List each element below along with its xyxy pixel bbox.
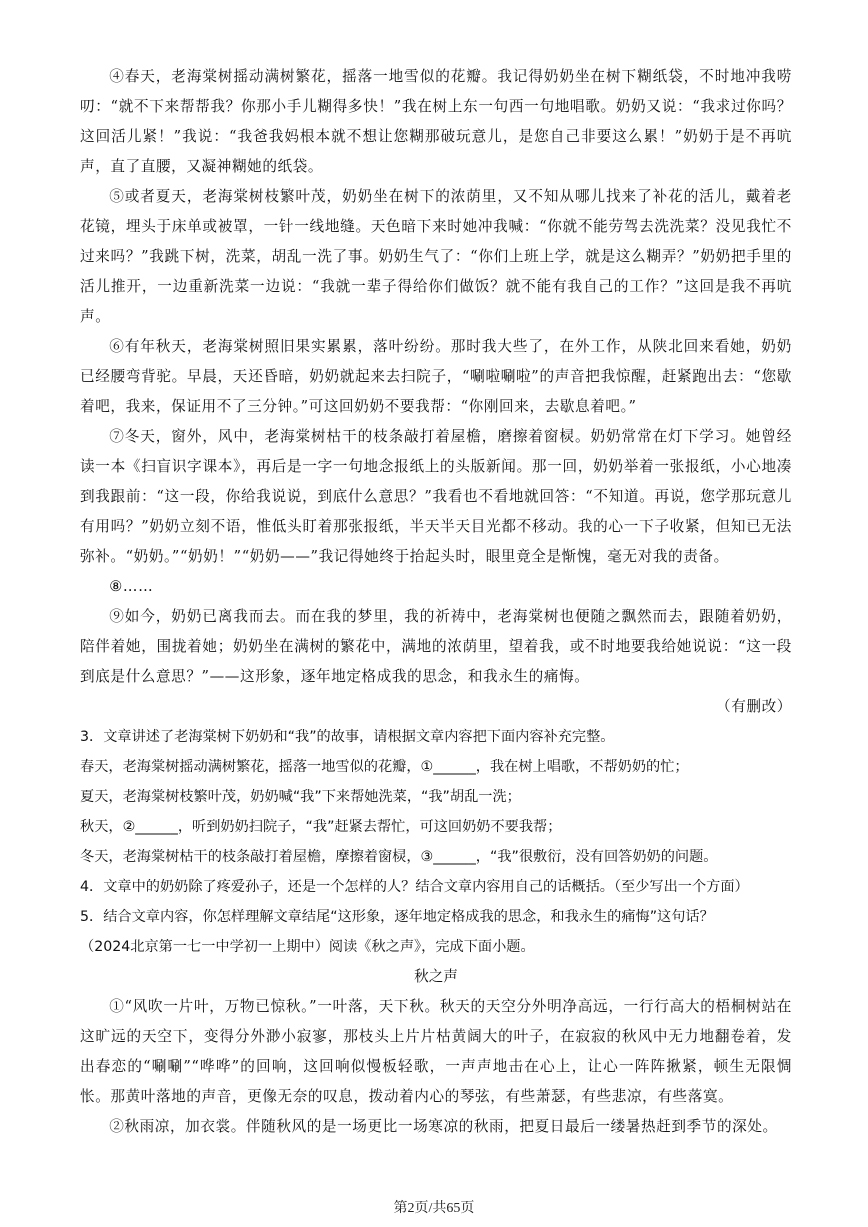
passage-title: 秋之声 bbox=[414, 968, 458, 985]
question-5: 5．结合文章内容，你怎样理解文章结尾“这形象，逐年地定格成我的思念，和我永生的痛悔”这句话？ bbox=[80, 909, 714, 925]
reading-intro: （2024北京第一七一中学初一上期中）阅读《秋之声》，完成下面小题。 bbox=[80, 939, 535, 955]
paragraph-7: ⑦冬天，窗外，风中，老海棠树枯干的枝条敲打着屋檐，磨擦着窗棂。奶奶常常在灯下学习。她曾经读一本《扫盲识字课本》，再后是一字一句地念报纸上的头版新闻。那一回，奶奶举着一张报纸，小心地凑到我跟前：“这一段，你给我说说，到底什么意思？”我看也不看地就回答：“不知道。再说，您学那玩意儿有用吗？”奶奶立刻不语，惟低头盯着那张报纸，半天半天目光都不移动。我的心一下子收紧，但知已无法弥补。“奶奶。”“奶奶！”“奶奶——”我记得她终于抬起头时，眼里竟全是惭愧，毫无对我的责备。 bbox=[80, 428, 792, 565]
paragraph-6: ⑥有年秋天，老海棠树照旧果实累累，落叶纷纷。那时我大些了，在外工作，从陕北回来看她，奶奶已经腰弯背驼。早晨，天还昏暗，奶奶就起来去扫院子，“唰啦唰啦”的声音把我惊醒，赶紧跑出去：“您歇着吧，我来，保证用不了三分钟。”可这回奶奶不要我帮：“你刚回来，去歇息着吧。” bbox=[80, 338, 792, 415]
passage2-paragraph-2: ②秋雨凉，加衣裳。伴随秋风的是一场更比一场寒凉的秋雨，把夏日最后一缕暑热赶到季节的深处。 bbox=[109, 1118, 778, 1135]
question-3: 3．文章讲述了老海棠树下奶奶和“我”的故事，请根据文章内容把下面内容补充完整。 bbox=[80, 729, 615, 745]
paragraph-8: ⑧…… bbox=[109, 578, 154, 595]
document-page bbox=[80, 62, 792, 1142]
question-4: 4．文章中的奶奶除了疼爱孙子，还是一个怎样的人？结合文章内容用自己的话概括。（至少写出一个方面） bbox=[80, 879, 749, 895]
question-3-autumn: 秋天，②______，听到奶奶扫院子，“我”赶紧去帮忙，可这回奶奶不要我帮； bbox=[80, 819, 562, 835]
paragraph-5: ⑤或者夏天，老海棠树枝繁叶茂，奶奶坐在树下的浓荫里，又不知从哪儿找来了补花的活儿，戴着老花镜，埋头于床单或被罩，一针一线地缝。天色暗下来时她冲我喊：“你就不能劳驾去洗洗菜？没见我忙不过来吗？”我跳下树，洗菜，胡乱一洗了事。奶奶生气了：“你们上班上学，就是这么糊弄？”奶奶把手里的活儿推开，一边重新洗菜一边说：“我就一辈子得给你们做饭？就不能有我自己的工作？”这回是我不再吭声。 bbox=[80, 188, 792, 325]
question-3-spring: 春天，老海棠树摇动满树繁花，摇落一地雪似的花瓣，①______，我在树上唱歌，不帮奶奶的忙； bbox=[80, 759, 689, 775]
page-footer: 第2页/共65页 bbox=[393, 1201, 475, 1216]
question-3-winter: 冬天，老海棠树枯干的枝条敲打着屋檐，摩擦着窗棂，③______，“我”很敷衍，没有回答奶奶的问题。 bbox=[80, 849, 718, 865]
passage2-paragraph-1: ①“风吹一片叶，万物已惊秋。”一叶落，天下秋。秋天的天空分外明净高远，一行行高大的梧桐树站在这旷远的天空下，变得分外渺小寂寥，那枝头上片片枯黄阔大的叶子，在寂寂的秋风中无力地翻卷着，发出春恋的“唰唰”“哗哗”的回响，这回响似慢板轻歌，一声声地击在心上，让心一阵阵揪紧，顿生无限惆怅。那黄叶落地的声音，更像无奈的叹息，拨动着内心的琴弦，有些萧瑟，有些悲凉，有些落寞。 bbox=[80, 998, 792, 1105]
question-3-summer: 夏天，老海棠树枝繁叶茂，奶奶喊“我”下来帮她洗菜，“我”胡乱一洗； bbox=[80, 789, 521, 805]
paragraph-4: ④春天，老海棠树摇动满树繁花，摇落一地雪似的花瓣。我记得奶奶坐在树下糊纸袋，不时地冲我唠叨：“就不下来帮帮我？你那小手儿糊得多快！”我在树上东一句西一句地唱歌。奶奶又说：“我求过你吗？这回活儿紧！”我说：“我爸我妈根本就不想让您糊那破玩意儿，是您自己非要这么累！”奶奶于是不再吭声，直了直腰，又凝神糊她的纸袋。 bbox=[80, 68, 792, 175]
paragraph-9: ⑨如今，奶奶已离我而去。而在我的梦里，我的祈祷中，老海棠树也便随之飘然而去，跟随着奶奶，陪伴着她，围拢着她；奶奶坐在满树的繁花中，满地的浓荫里，望着我，或不时地要我给她说说：“这一段到底是什么意思？”——这形象，逐年地定格成我的思念，和我永生的痛悔。 bbox=[80, 608, 792, 685]
source-note: （有删改） bbox=[716, 698, 792, 715]
